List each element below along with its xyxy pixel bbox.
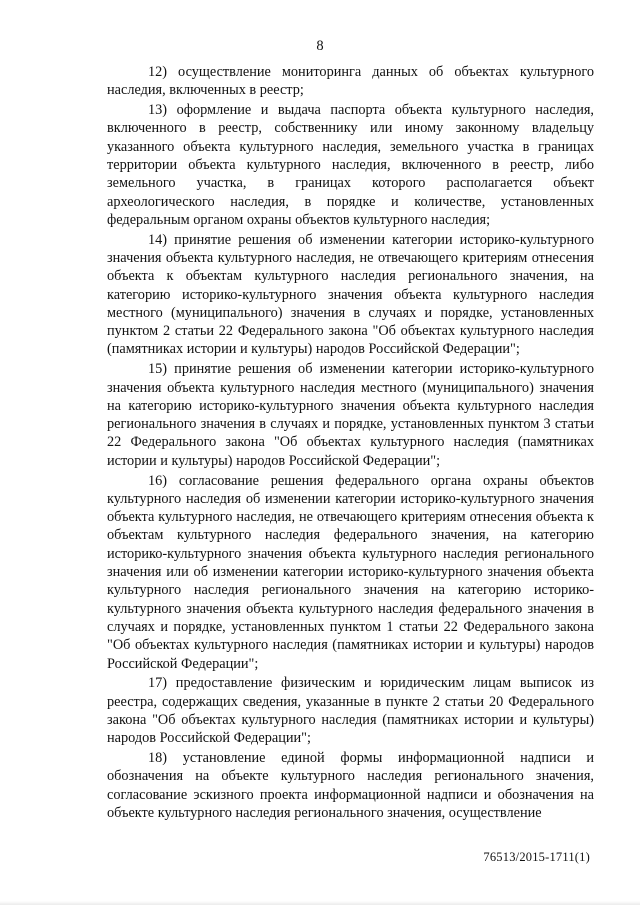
paragraph-13: 13) оформление и выдача паспорта объекта культурного наследия, включенного в реестр, собственнику или иному законному владельцу указанного объекта культурного наследия, земельного участка в границах территории объекта культурного наследия, включенного в реестр, либо земельного участка, в границах которого располагается объект археологического наследия, в порядке и количестве, установленных федеральным органом охраны объектов культурного наследия; (107, 102, 594, 228)
paragraph-15: 15) принятие решения об изменении категории историко-культурного значения объекта культурного наследия местного (муниципального) значения на категорию историко-культурного значения объекта культурного наследия регионального значения в случаях и порядке, установленных пунктом 3 статьи 22 Федерального закона "Об объектах культурного наследия (памятниках истории и культуры) народов Российской Федерации"; (107, 361, 594, 469)
paragraph-12: 12) осуществление мониторинга данных об объектах культурного наследия, включенных в реестр; (107, 64, 594, 99)
paragraph-14: 14) принятие решения об изменении категории историко-культурного значения объекта культурного наследия, не отвечающего критериям отнесения объекта к объектам культурного наследия регионального значения, на категорию историко-культурного значения объекта культурного наследия местного (муниципального) значения в случаях и порядке, установленных пунктом 2 статьи 22 Федерального закона "Об объектах культурного наследия (памятниках истории и культуры) народов Российской Федерации"; (107, 231, 594, 358)
paragraph-18: 18) установление единой формы информационной надписи и обозначения на объекте культурного наследия регионального значения, согласование эскизного проекта информационной надписи и обозначения на объекте культурного наследия регионального значения, осуществление (107, 749, 594, 821)
scan-edge-shadow (0, 901, 640, 905)
document-registration-code: 76513/2015-1711(1) (483, 850, 590, 864)
paragraph-16: 16) согласование решения федерального органа охраны объектов культурного наследия об изменении категории историко-культурного значения объекта культурного наследия, не отвечающего критериям отнесения объекта к объектам культурного наследия федерального значения, на категорию историко-культурного значения объекта культурного наследия регионального значения или об изменении категории историко-культурного значения объекта культурного наследия регионального значения на категорию историко-культурного значения объекта культурного наследия федерального значения в случаях и порядке, установленных пунктом 1 статьи 22 Федерального закона "Об объектах культурного наследия (памятниках истории и культуры) народов Российской Федерации"; (107, 472, 594, 672)
page-number: 8 (316, 38, 324, 54)
paragraph-17: 17) предоставление физическим и юридическим лицам выписок из реестра, содержащих сведения, указанные в пункте 2 статьи 20 Федерального закона "Об объектах культурного наследия (памятниках истории и культуры) народов Российской Федерации"; (107, 675, 594, 747)
body-text (107, 63, 594, 824)
